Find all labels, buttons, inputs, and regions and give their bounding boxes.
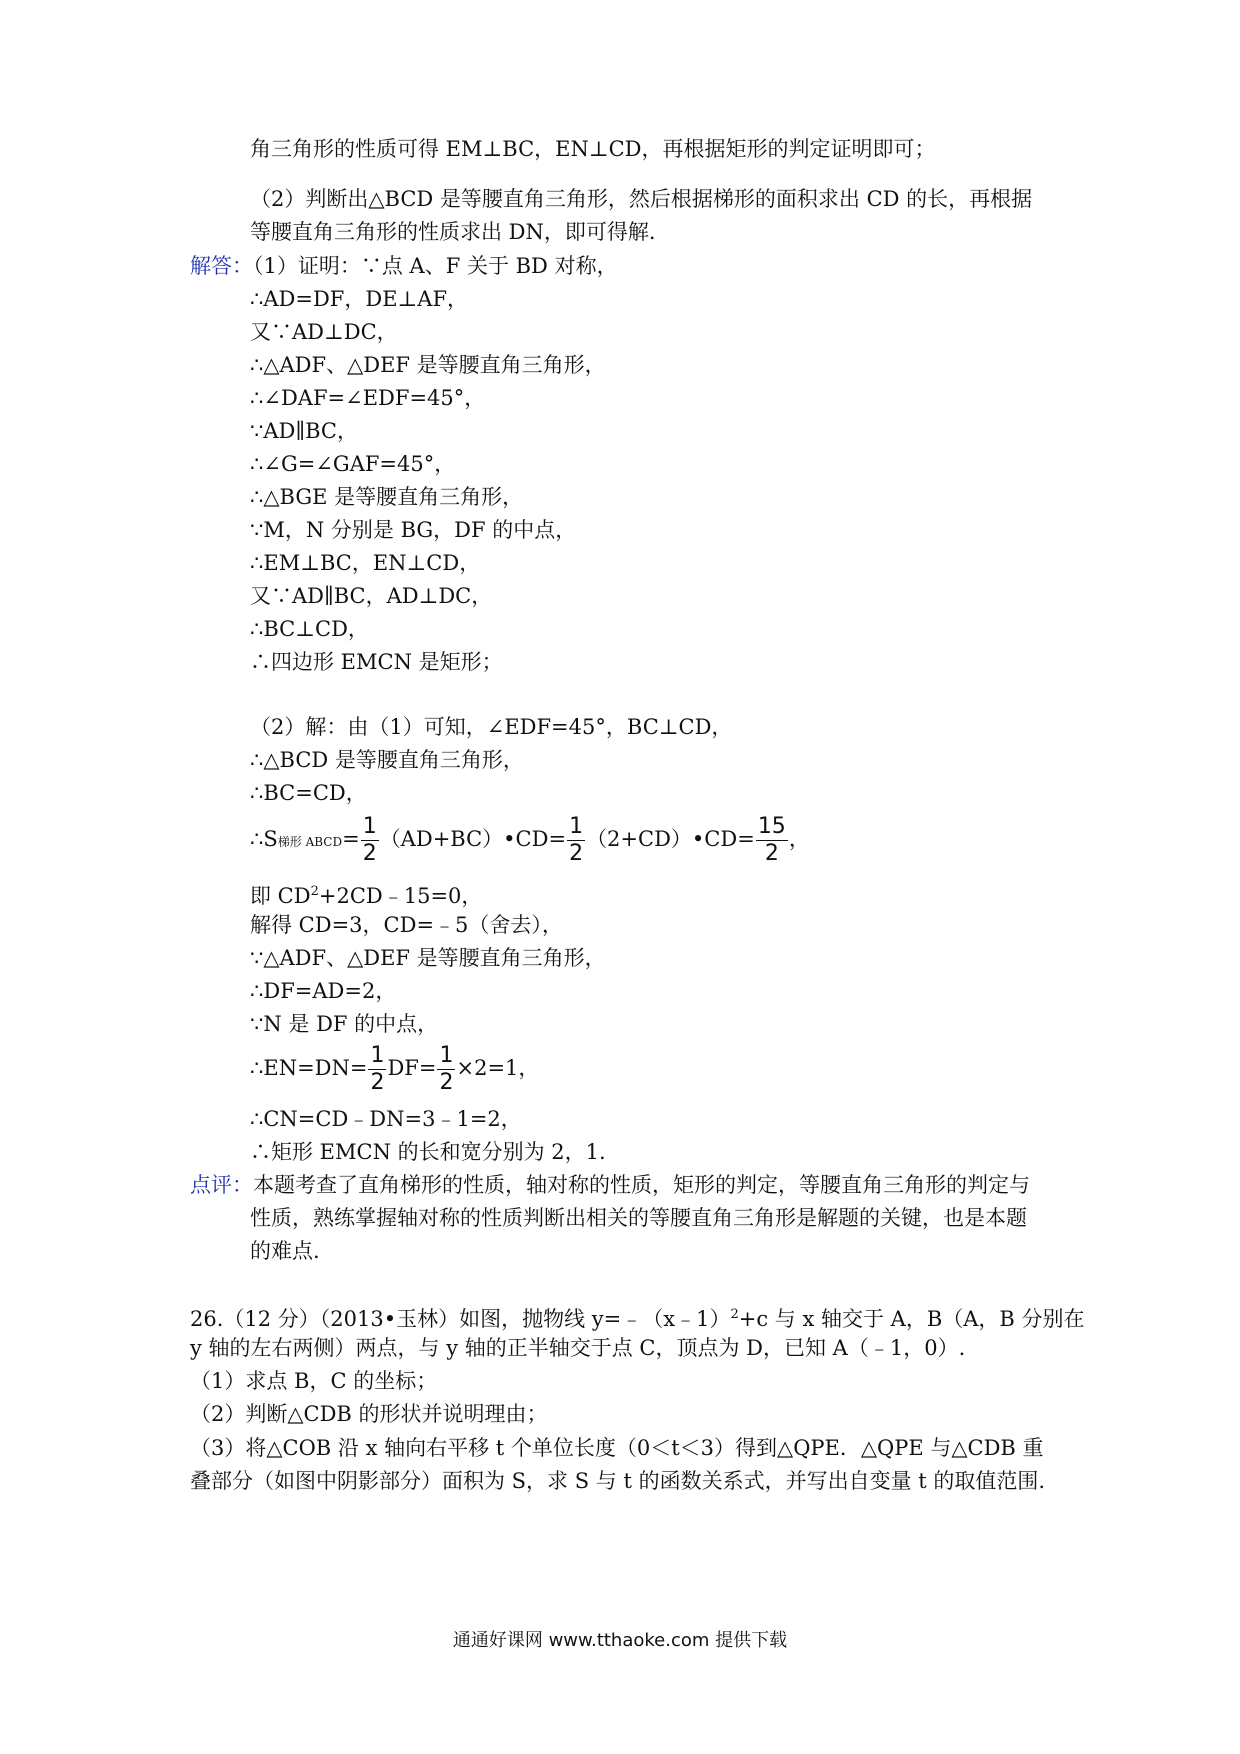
analysis-line-2: （2）判断出△BCD 是等腰直角三角形，然后根据梯形的面积求出 CD 的长，再根据 [250,187,1033,211]
part1-line: ∵AD∥BC， [250,419,358,443]
fraction-one-half: $\frac{1}{2}$ [362,814,377,866]
analysis-line-3: 等腰直角三角形的性质求出 DN，即可得解. [250,220,656,244]
fraction-one-half: $\frac{1}{2}$ [439,1043,454,1095]
part1-line: 又∵AD∥BC，AD⊥DC， [250,584,493,608]
part2-line: ∵△ADF、△DEF 是等腰直角三角形， [250,946,606,970]
comment-line-2: 性质，熟练掌握轴对称的性质判断出相关的等腰直角三角形是解题的关键，也是本题 [250,1206,1027,1230]
solution-header [190,252,618,280]
quadratic-equation: 即 $CD^2+2CD﹣15=0$， [250,884,483,908]
solution-first-line: （1）证明：∵点 A、F 关于 BD 对称， [253,254,618,278]
part1-line: 又∵AD⊥DC， [250,320,398,344]
part2-line: （2）解：由（1）可知，∠EDF=45°，BC⊥CD， [250,715,733,739]
part1-line: ∵M，N 分别是 BG，DF 的中点， [250,518,577,542]
q26-sub-3b: 叠部分（如图中阴影部分）面积为 S，求 S 与 t 的函数关系式，并写出自变量 t 的取值范围. [190,1469,1046,1493]
part2-line: ∴BC=CD， [250,781,367,805]
part1-line: ∴四边形 EMCN 是矩形； [250,650,503,674]
part1-line: ∴△BGE 是等腰直角三角形， [250,485,524,509]
q26-line-2: y 轴的左右两侧）两点，与 y 轴的正半轴交于点 C，顶点为 D，已知 A（﹣1，0）. [190,1336,966,1360]
en-equation: ∴EN=DN= $\frac{1}{2}$ DF= $\frac{1}{2}$ ×2=1， [250,1043,540,1095]
fraction-one-half: $\frac{1}{2}$ [370,1043,385,1095]
fraction-one-half: $\frac{1}{2}$ [569,814,584,866]
comment-label: 点评： [190,1173,253,1197]
part1-line: ∴∠G=∠GAF=45°， [250,452,456,476]
comment-line-1: 点评：本题考查了直角梯形的性质，轴对称的性质，矩形的判定，等腰直角三角形的判定与 [190,1173,1030,1197]
fraction-fifteen-halves: $\frac{15}{2}$ [757,814,786,866]
area-equation: ∴S梯形 ABCD= $\frac{1}{2}$ （AD+BC）•CD= $\frac{1}{2}$ （2+CD）•CD= $\frac{15}{2}$ ， [250,814,810,866]
q26-sub-2: （2）判断△CDB 的形状并说明理由； [190,1402,548,1426]
part2-line: ∵N 是 DF 的中点， [250,1012,439,1036]
part2-line: ∴△BCD 是等腰直角三角形， [250,748,524,772]
q26-line-1: 26.（12 分）（2013•玉林）如图，抛物线 y=﹣（x﹣1）$^2$+c 与 x 轴交于 A，B（A，B 分别在 [190,1307,1085,1331]
part1-line: ∴EM⊥BC，EN⊥CD， [250,551,481,575]
q26-sub-3: （3）将△COB 沿 x 轴向右平移 t 个单位长度（0＜t＜3）得到△QPE．△QPE 与△CDB 重 [190,1436,1044,1460]
q26-sub-1: （1）求点 B，C 的坐标； [190,1369,438,1393]
area-subscript: 梯形 ABCD [277,835,343,849]
part2-line: ∴CN=CD﹣DN=3﹣1=2， [250,1107,522,1131]
footer-source: 通通好课网 www.tthaoke.com 提供下载 [452,1630,788,1651]
part2-line: ∴DF=AD=2， [250,979,397,1003]
part2-line: ∴矩形 EMCN 的长和宽分别为 2，1. [250,1140,606,1164]
part1-line: ∴BC⊥CD， [250,617,369,641]
comment-line-3: 的难点. [250,1239,320,1263]
part2-line: 解得 CD=3，CD=﹣5（舍去）， [250,913,563,937]
solution-label: 解答： [190,254,253,278]
analysis-line-1: 角三角形的性质可得 EM⊥BC，EN⊥CD，再根据矩形的判定证明即可； [250,137,936,161]
part1-line: ∴△ADF、△DEF 是等腰直角三角形， [250,353,606,377]
part1-line: ∴∠DAF=∠EDF=45°， [250,386,486,410]
part1-line: ∴AD=DF，DE⊥AF， [250,287,469,311]
